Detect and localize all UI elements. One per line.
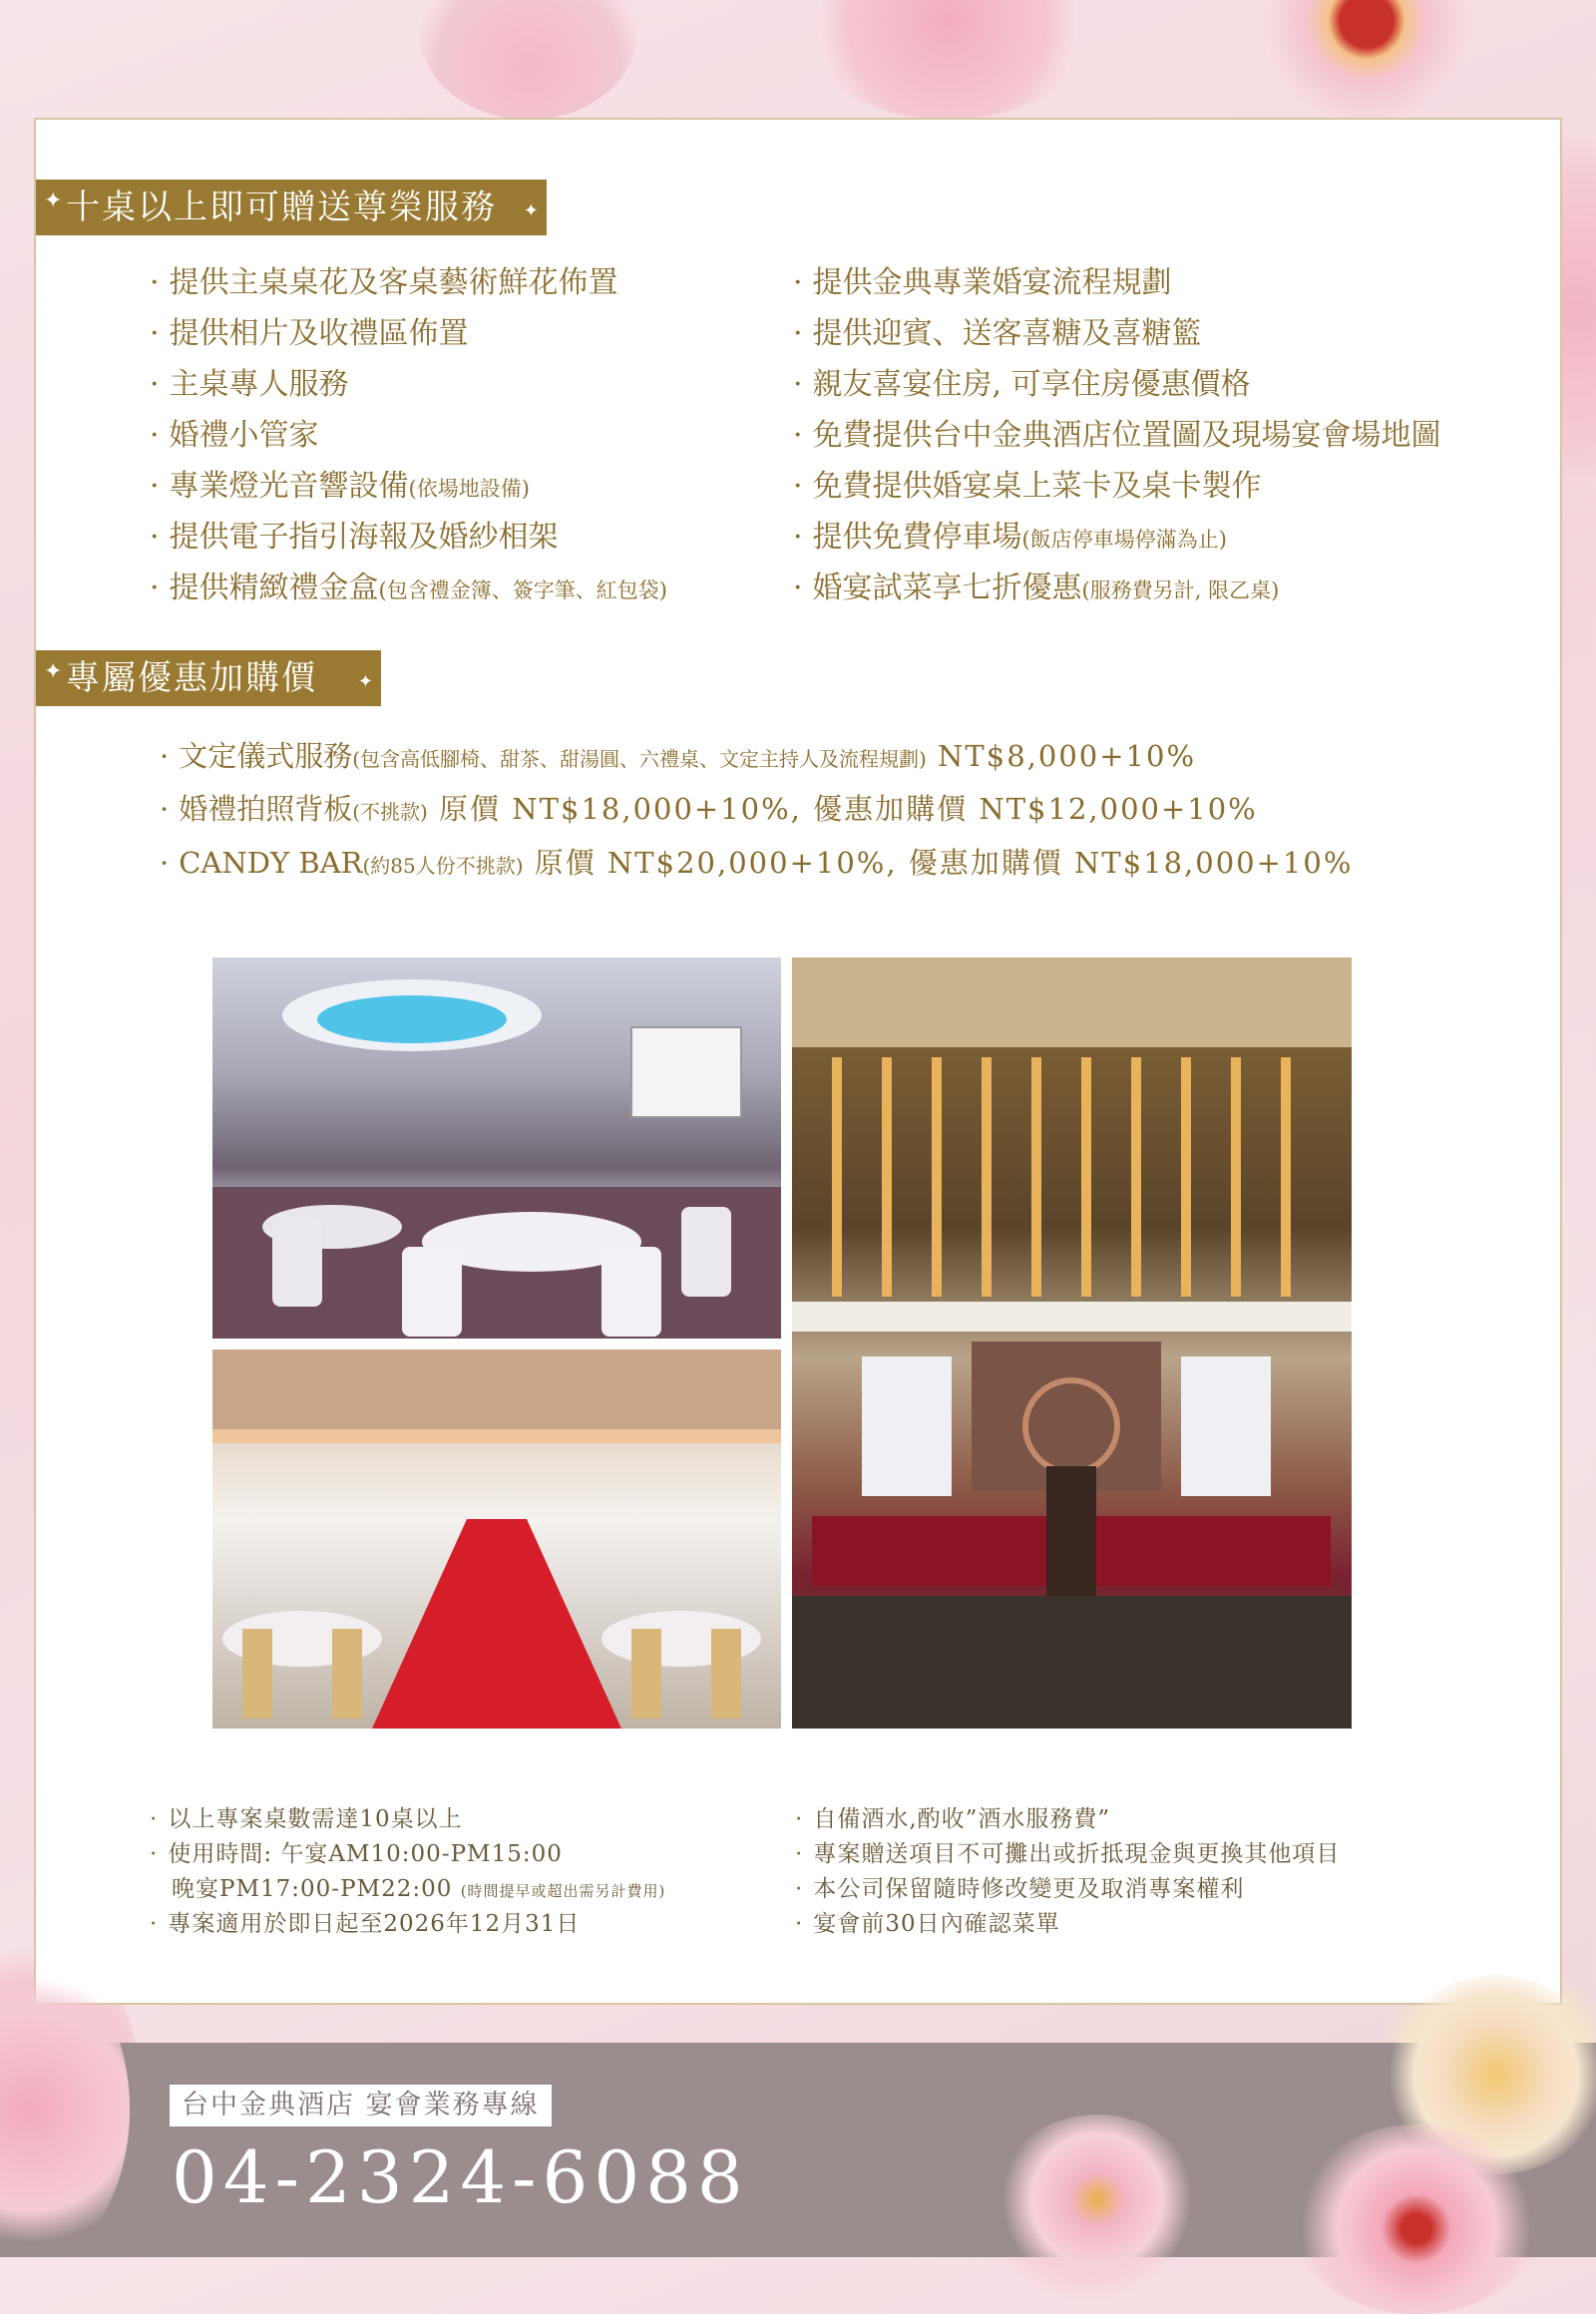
service-item: · 免費提供台中金典酒店位置圖及現場宴會場地圖 <box>793 418 1441 453</box>
service-item: · 提供精緻禮金盒(包含禮金簿、簽字筆、紅包袋) <box>150 571 667 605</box>
addon-item: · 婚禮拍照背板(不挑款) 原價 NT$18,000+10%, 優惠加購價 NT$12,000+10% <box>160 792 1258 826</box>
service-item: · 提供電子指引海報及婚紗相架 <box>150 520 559 555</box>
hotline-phone-number[interactable]: 04-2324-6088 <box>172 2135 749 2219</box>
notes-right-column <box>795 1802 1340 1942</box>
note-item: · 自備酒水,酌收”酒水服務費” <box>795 1806 1111 1832</box>
note-item: · 以上專案桌數需達10桌以上 <box>150 1806 463 1832</box>
notes-left-column <box>150 1802 665 1942</box>
service-item: · 婚宴試菜享七折優惠(服務費另計, 限乙桌) <box>793 571 1280 605</box>
service-item: · 提供相片及收禮區佈置 <box>150 316 469 351</box>
service-item: · 婚禮小管家 <box>150 418 319 453</box>
services-right-column <box>793 257 1441 613</box>
service-item: · 主桌專人服務 <box>150 367 349 402</box>
flower-decoration <box>1297 2124 1536 2314</box>
flower-decoration <box>1257 0 1476 120</box>
service-item: · 專業燈光音響設備(依場地設備) <box>150 469 530 504</box>
note-item: 晚宴PM17:00-PM22:00 (時間提早或超出需另計費用) <box>172 1876 666 1902</box>
service-item: · 提供主桌桌花及客桌藝術鮮花佈置 <box>150 265 618 300</box>
service-item: · 免費提供婚宴桌上菜卡及桌卡製作 <box>793 469 1262 504</box>
engagement-ceremony-hall-photo <box>792 958 1352 1729</box>
note-item: · 專案適用於即日起至2026年12月31日 <box>150 1911 581 1937</box>
section-title-honor-services: ✦ 十桌以上即可贈送尊榮服務 ✦ <box>36 180 547 235</box>
section-title-addon-prices: ✦ 專屬優惠加購價 ✦ <box>36 650 381 706</box>
service-item: · 親友喜宴住房, 可享住房優惠價格 <box>793 367 1251 402</box>
services-left-column <box>150 257 667 613</box>
note-item: · 宴會前30日內確認菜單 <box>795 1911 1060 1937</box>
flower-decoration <box>998 2115 1197 2284</box>
sparkle-icon: ✦ <box>357 671 375 692</box>
note-item: · 本公司保留隨時修改變更及取消專案權利 <box>795 1876 1245 1902</box>
flower-decoration <box>419 0 638 120</box>
sparkle-icon: ✦ <box>44 659 65 684</box>
sparkle-icon: ✦ <box>523 200 541 221</box>
ballroom-red-carpet-photo <box>212 1350 781 1729</box>
banquet-hall-photo <box>212 958 781 1339</box>
addon-item: · 文定儀式服務(包含高低腳椅、甜茶、甜湯圓、六禮桌、文定主持人及流程規劃) NT$8,000+10% <box>160 739 1197 773</box>
flower-decoration <box>798 0 1097 120</box>
addon-item: · CANDY BAR(約85人份不挑款) 原價 NT$20,000+10%, 優惠加購價 NT$18,000+10% <box>160 846 1354 880</box>
note-item: · 使用時間: 午宴AM10:00-PM15:00 <box>150 1841 563 1867</box>
sparkle-icon: ✦ <box>44 189 65 213</box>
service-item: · 提供迎賓、送客喜糖及喜糖籃 <box>793 316 1202 351</box>
service-item: · 提供免費停車場(飯店停車場停滿為止) <box>793 520 1227 555</box>
hotline-label: 台中金典酒店 宴會業務專線 <box>170 2085 552 2126</box>
note-item: · 專案贈送項目不可攤出或折抵現金與更換其他項目 <box>795 1841 1341 1867</box>
service-item: · 提供金典專業婚宴流程規劃 <box>793 265 1172 300</box>
